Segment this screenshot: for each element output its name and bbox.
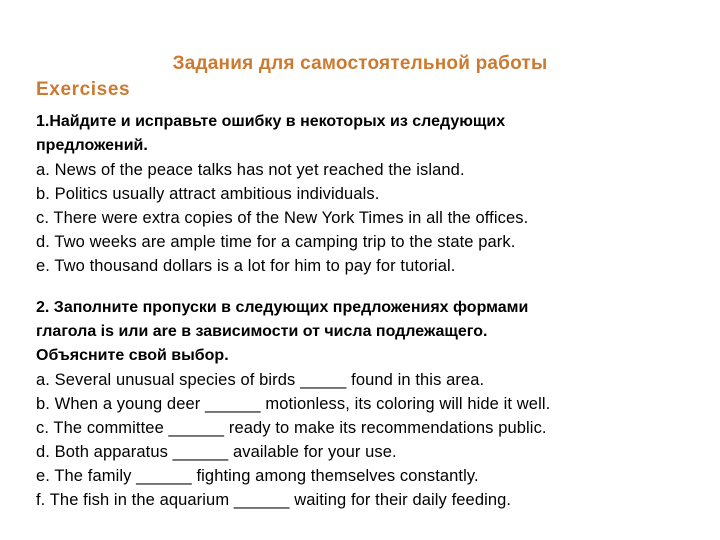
exercise-1-item-e: e. Two thousand dollars is a lot for him to pay for tutorial. (36, 257, 456, 275)
exercise-2 (36, 296, 716, 512)
exercise-1-item-c: c. There were extra copies of the New York Times in all the offices. (36, 209, 529, 227)
page-subtitle: Exercises (36, 79, 131, 100)
exercise-2-item-c: c. The committee ______ ready to make its recommendations public. (36, 419, 547, 437)
exercise-2-instruction-line: 2. Заполните пропуски в следующих предложениях формами (36, 299, 529, 316)
exercise-1-instruction-line: предложений. (36, 137, 148, 154)
exercise-2-item-b: b. When a young deer ______ motionless, its coloring will hide it well. (36, 395, 551, 413)
exercise-2-instruction-line: Объясните свой выбор. (36, 347, 229, 364)
exercise-1-item-b: b. Politics usually attract ambitious individuals. (36, 185, 380, 203)
exercise-2-item-e: e. The family ______ fighting among themselves constantly. (36, 467, 479, 485)
exercise-2-item-f: f. The fish in the aquarium ______ waiting for their daily feeding. (36, 491, 512, 509)
exercise-2-instruction-line: глагола is или are в зависимости от числа подлежащего. (36, 323, 488, 340)
exercise-1-item-d: d. Two weeks are ample time for a camping trip to the state park. (36, 233, 516, 251)
page-title: Задания для самостоятельной работы (172, 53, 548, 74)
exercise-1-item-a: a. News of the peace talks has not yet reached the island. (36, 161, 465, 179)
exercise-1-instruction-line: 1.Найдите и исправьте ошибку в некоторых из следующих (36, 113, 506, 130)
exercise-1 (36, 110, 716, 278)
exercise-2-item-d: d. Both apparatus ______ available for your use. (36, 443, 397, 461)
exercise-2-item-a: a. Several unusual species of birds _____ found in this area. (36, 371, 485, 389)
